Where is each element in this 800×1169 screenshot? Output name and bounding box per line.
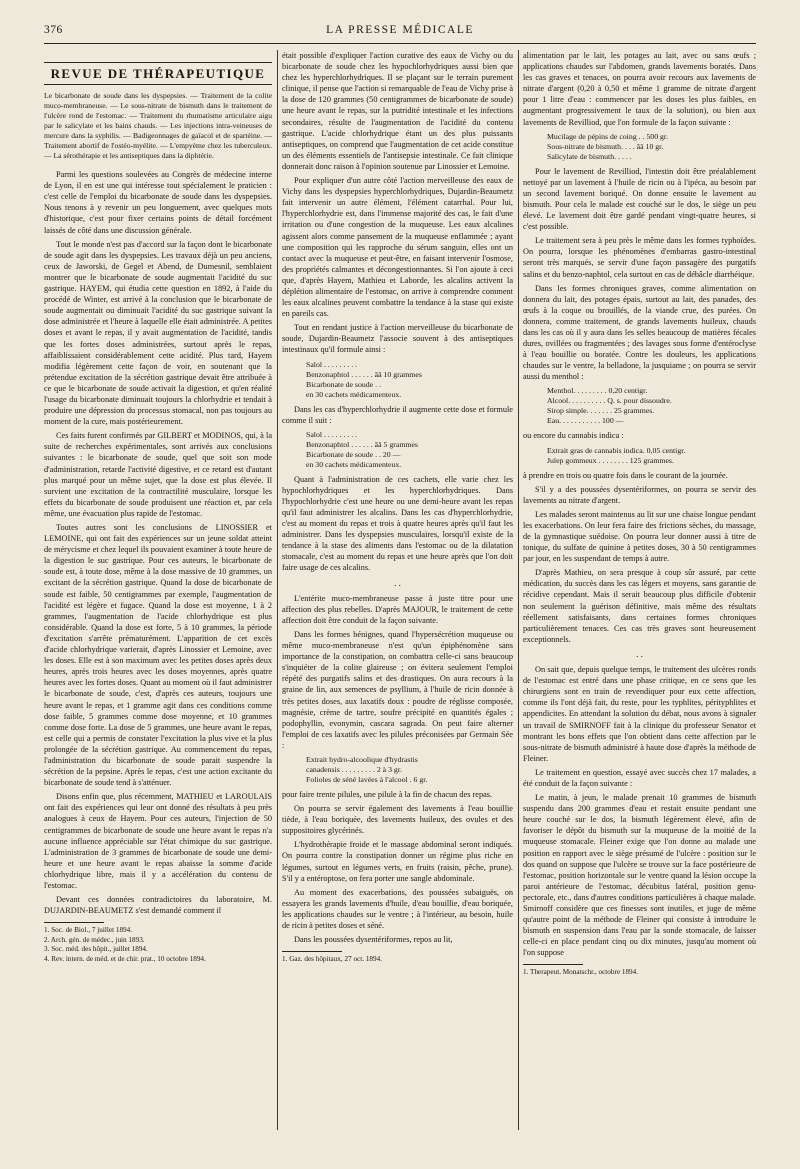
page-number: 376 bbox=[44, 24, 63, 36]
footnote-rule bbox=[523, 964, 583, 965]
column-3 bbox=[523, 50, 756, 1130]
formula-row: Julep gommeux . . . . . . . . 125 grammes. bbox=[547, 455, 674, 465]
paragraph: Le traitement en question, essayé avec succès chez 17 malades, a été conduit de la façon suivante : bbox=[523, 767, 756, 788]
paragraph: Le matin, à jeun, le malade prenait 10 grammes de bismuth suspendu dans 200 grammes d'eau et restait ensuite pendant une heure couché sur le dos, la bismuth légèrement élevé, afin de favoriser le dépôt du bismuth sur la muqueuse de la moitié de la muqueuse stomacale. Fleiner exige que l'on donne au malade une position en rapport avec le siège présumé de l'ulcère : position sur le dos quand on suppose que l'ulcère se trouve sur la face postérieure de l'estomac, position horizontale sur le ventre quand la lésion occupe la paroi antérieure de l'estomac, décubitus latéral, position genu-pectorale, etc., dans d'autres conditions particulières à chaque malade. Smirnoff considère que ces finesses sont inutiles, et juge de même qu'autre point de la méthode de Fleiner qui consiste à introduire le bismuth en suspension dans l'eau par la sonde stomacale, de laisser celle-ci en place pendant cinq ou dix minutes, jusqu'au moment où l'on suppose bbox=[523, 793, 756, 958]
paragraph: Le traitement sera à peu près le même dans les formes typhoïdes. On pourra, lorsque les phénomènes d'embarras gastro-intestinal seront très marqués, se servir d'une façon passagère des purgatifs salins et du benzo-naphtol, cela surtout en cas de débâcle diarrhéique. bbox=[523, 236, 756, 279]
formula-dose: 0,05 centigr. bbox=[646, 445, 686, 455]
formula-dose: 100 — bbox=[602, 416, 624, 426]
paragraph: Ces faits furent confirmés par GILBERT et MODINOS, qui, à la suite de recherches expérimentales, sont arrivés aux conclusions suivantes : le bicarbonate de soude, quel que soit son mode d'administration, retarde l'activité digestive, et ce retard est d'autant plus marqué pour un même sujet, que la dose est plus élevée. Il survient une excitation de la contractilité musculaire, lorsque les effets du bicarbonate de soude produisent une réaction et, par cela même, une évacuation plus rapide de l'estomac. bbox=[44, 431, 272, 518]
formula-dose: ââ 10 grammes bbox=[374, 369, 422, 379]
paragraph: Disons enfin que, plus récemment, MATHIEU et LAROULAIS ont fait des expériences qui leur ont donné des résultats à peu près analogues à ceux de Hayem. Pour ces auteurs, l'injection de 50 centigrammes de bicarbonate de soude une heure avant le repas n'a aucune influence appréciable sur l'état chimique du suc gastrique. L'administration de 3 grammes de bicarbonate de soude une demi-heure et une heure avant le repas abaisse la somme d'acide chlorhydrique libre, mais il y a accélération du contenu de l'estomac. bbox=[44, 792, 272, 890]
paragraph: Quant à l'administration de ces cachets, elle varie chez les hypochlorhydriques et les hyperchlorhydriques. Dans l'hypochlorhydrie c'est une heure ou une demi-heure avant les repas qu'il faut administrer les alcalins. Dans les cas d'hyperchlorhydrie, c'est au moment du repas et trois à quatre heures après qu'il faut les administrer. Dans les dyspepsies musculaires, lorsqu'il existe de la tendance à la stase des aliments dans l'estomac ou de la dilatation stomacale, c'est au moment du repas et une heure après que l'on doit faire usage de ces alcalins. bbox=[282, 474, 513, 573]
formula-dose: 500 gr. bbox=[646, 131, 669, 141]
section-title: REVUE DE THÉRAPEUTIQUE bbox=[44, 62, 272, 85]
formula-dose: 20 — bbox=[382, 449, 401, 459]
formula-row: Salol . . . . . . . . . bbox=[306, 429, 358, 439]
paragraph: Pour expliquer d'un autre côté l'action merveilleuse des eaux de Vichy dans les dyspepsies hyperchlorhydriques, Dujardin-Beaumetz fait intervenir un autre élément, l'élément catarrhal. Pour lui, l'hyperchlorhydrie est, dans l'immense majorité des cas, le fait d'une irritation ou d'une congestion de la muqueuse. Les eaux alcalines agissent alors comme pansement de la muqueuse enflammée ; ayant une composition qui les rapproche du sérum sanguin, elles ont un contact avec la muqueuse et peut-être, en faisant intervenir l'osmose, des propriétés calmantes et décongestionnantes. Si l'on ajoute à ceci que, d'après Hayem, Mathieu et Laborde, les alcalins activent la déplétion alimentaire de l'estomac, on arrive à comprendre comment les eaux alcalines peuvent combattre la tendance à la stase qui existe en pareils cas. bbox=[282, 176, 513, 319]
paragraph: L'entérite muco-membraneuse passe à juste titre pour une affection des plus rebelles. D'après MAJOUR, le traitement de cette affection doit être conduit de la façon suivante. bbox=[282, 593, 513, 625]
paragraph: Parmi les questions soulevées au Congrès de médecine interne de Lyon, il en est une qui intéresse tout spécialement le praticien : c'est celle de l'emploi du bicarbonate de soude dans les dyspepsies. Nous tenons à y revenir un peu longuement, avec quelques mots d'historique, c'est pour fixer certains points de détail forcément laissés de côté dans une discussion générale. bbox=[44, 170, 272, 235]
paragraph: à prendre en trois ou quatre fois dans le courant de la journée. bbox=[523, 470, 728, 480]
formula-dose: 125 grammes. bbox=[629, 455, 674, 465]
footnote: 1. Soc. de Biol., 7 juillet 1894. bbox=[44, 926, 133, 935]
formula-dose: 25 grammes. bbox=[613, 406, 655, 416]
footnote: 1. Gaz. des hôpitaux, 27 oct. 1894. bbox=[282, 955, 383, 964]
formula-row: canadensis . . . . . . . . . 2 à 3 gr. bbox=[306, 764, 402, 774]
paragraph: était possible d'expliquer l'action curative des eaux de Vichy ou du bicarbonate de soude chez les hypochlorhydriques aussi bien que chez les hyperchlorhydriques. Il se plaçant sur le terrain purement clinique, il pense que l'action si remarquable de l'eau de Vichy prise à la dose de 120 grammes (50 centigrammes de bicarbonate de soude) une heure avant le repas, sur la putridité intestinale et les infections secondaires, résulte de l'augmentation de l'acidité du contenu gastrique. L'acide chlorhydrique étant un des plus puissants antiseptiques, on comprend que l'augmentation de cet acide constitue un des éléments essentiels de l'antisepsie intestinale. Ce fait clinique donnerait donc raison à l'opinion soutenue par Linossier et Lemoine. bbox=[282, 51, 513, 171]
formula-row: Salol . . . . . . . . . bbox=[306, 359, 358, 369]
formula-row: Salicylate de bismuth. . . . . bbox=[547, 151, 632, 161]
journal-title: LA PRESSE MÉDICALE bbox=[326, 24, 474, 36]
column-divider bbox=[277, 50, 278, 1130]
paragraph: ou encore du cannabis indica : bbox=[523, 431, 624, 441]
prescription-formula bbox=[547, 386, 756, 426]
footnote: 4. Rev. intern. de méd. et de chir. prat., 10 octobre 1894. bbox=[44, 954, 206, 963]
column-2 bbox=[282, 50, 513, 1130]
header-rule bbox=[44, 43, 756, 44]
formula-row: Mucilage de pépins de coing . . 500 gr. bbox=[547, 131, 669, 141]
formula-row: Eau. . . . . . . . . . . 100 — bbox=[547, 416, 624, 426]
paragraph: Dans les formes chroniques graves, comme alimentation on donnera du lait, des potages épais, surtout au lait, des panades, des œufs à la coque ou brouillés, de la viande crue, des purées. On donnera, comme traitement, de grands lavements huileux, chauds dans les cas où il y aura dans les selles beaucoup de matières fécales dures, ovillées ou fragmentées ; des lavages sous forme d'entéroclyse à l'eau bouillie ou boratée. Contre les douleurs, les applications chaudes sur le ventre, la belladone, la jusquiame ; on pourra se servir aussi du menthol : bbox=[523, 283, 756, 382]
formula-row: Bicarbonate de soude . . bbox=[306, 379, 381, 389]
column-1 bbox=[44, 50, 272, 1130]
paragraph: On pourra se servir également des lavements à l'eau bouillie tiède, à l'eau boriquée, des lavements huileux, des ovules et des suppositoires glycérinés. bbox=[282, 804, 513, 836]
formula-dose: Q. s. pour dissoudre. bbox=[607, 396, 672, 406]
column-divider bbox=[518, 50, 519, 1130]
footnote-rule bbox=[44, 922, 104, 923]
formula-row: Bicarbonate de soude . . 20 — bbox=[306, 449, 401, 459]
footnote: 2. Arch. gén. de médec., juin 1893. bbox=[44, 935, 145, 944]
section-separator: . . bbox=[394, 577, 401, 588]
paragraph: Les malades seront maintenus au lit sur une chaise longue pendant les exacerbations. On leur fera faire des frictions sèches, du massage, de la gymnastique suédoise. On pourra leur donner aussi à titre de tonique, du sulfate de quinine à petites doses, 30 à 50 centigrammes par jour, en les suspendant de temps à autre. bbox=[523, 509, 756, 564]
paragraph: D'après Mathieu, on sera presque à coup sûr assuré, par cette médication, du succès dans les cas légers et moyens, sans garantie de récidive cependant. Mais il serait beaucoup plus difficile d'obtenir non seulement la guérison définitive, mais même des résultats réellement satisfaisants, dans certaines formes chroniques particulièrement tenaces. Ces cas très graves sont heureusement exceptionnels. bbox=[523, 568, 756, 644]
formula-row: Alcool. . . . . . . . . . Q. s. pour dissoudre. bbox=[547, 396, 672, 406]
prescription-formula bbox=[547, 446, 756, 466]
formula-note: en 30 cachets médicamenteux. bbox=[306, 459, 402, 469]
footnote-rule bbox=[282, 951, 342, 952]
paragraph: S'il y a des poussées dysentériformes, on pourra se servir des lavements au nitrate d'argent. bbox=[523, 484, 756, 505]
formula-dose: 6 gr. bbox=[413, 774, 428, 784]
formula-row: Extrait hydro-alcoolique d'hydrastis bbox=[306, 754, 418, 764]
formula-row: Sous-nitrate de bismuth. . . . ââ 10 gr. bbox=[547, 141, 664, 151]
section-abstract: Le bicarbonate de soude dans les dyspepsies. — Traitement de la colite muco-membraneuse. — Le sous-nitrate de bismuth dans le traitement de l'ulcère rond de l'estomac. — Traitement du rhumatisme articulaire aigu par le salicylate et les bains chauds. — Les injections intra-veineuses de mercure dans la syphilis. — Badigeonnages de gaïacol et de spartéine. — Traitement abortif de l'ostéo-myélite. — L'empyème chez les tuberculeux. — La sérothérapie et les antiseptiques dans la diphtérie. bbox=[44, 91, 272, 161]
paragraph: alimentation par le lait, les potages au lait, avec ou sans œufs ; applications chaudes sur l'abdomen, grands lavements boratés. Dans les cas graves et tenaces, on pourra avoir recours aux lavements de nitrate d'argent (0,20 à 0,50 et même 1 gramme de nitrate d'argent pour 1 litre d'eau : commencer par les doses les plus faibles, en augmentant progressivement le taux de la solution), ou bien aux lavements de Revilliod, que l'on formule de la façon suivante : bbox=[523, 51, 756, 127]
footnote: 1. Therapeut. Monatschr., octobre 1894. bbox=[523, 968, 639, 977]
formula-row: Sirop simple. . . . . . . 25 grammes. bbox=[547, 406, 655, 416]
paragraph: Dans les cas d'hyperchlorhydrie il augmente cette dose et formule comme il suit : bbox=[282, 404, 513, 425]
footnote: 3. Soc. méd. des hôpit., juillet 1894. bbox=[44, 945, 148, 954]
formula-row: Benzonaphtol . . . . . . ââ 5 grammes bbox=[306, 439, 418, 449]
paragraph: L'hydrothérapie froide et le massage abdominal seront indiqués. On pourra contre la constipation donner un régime plus riche en légumes, surtout en légumes verts, en fruits (raisin, pêche, prune). S'il y a entéroptose, on fera porter une sangle abdominale. bbox=[282, 840, 513, 883]
section-separator: . . bbox=[636, 648, 643, 659]
paragraph: Tout le monde n'est pas d'accord sur la façon dont le bicarbonate de soude agit dans les dyspepsies. Les travaux déjà un peu anciens, ceux de Jaworski, de Gegel et Abend, de Dumesnil, semblaient montrer que le bicarbonate de soude augmentait l'acidité du suc gastrique. HAYEM, qui étudia cette question en 1892, à l'aide du procédé de Winter, est arrivé à la conclusion que le bicarbonate de soude augmentait ou diminuait l'acidité du suc gastrique suivant la dose administrée et l'heure à laquelle elle était administrée. A petites doses et avant le repas, il y avait augmentation de l'acidité, tandis que les fortes doses administrées, surtout après le repas, affaiblissaient considérablement cette acidité. Plus tard, Hayem modifia légèrement cette façon de voir, en soutenant que la prétendue excitation de la sécrétion gastrique devait être attribuée à ce que le bicarbonate de soude activait la digestion, et qu'en réalité l'usage du bicarbonate diminuait toujours la chlorhydrie et tendait à produire une dépression du processus stomacal, non pas toujours au moment de la cure, mais postérieurement. bbox=[44, 239, 272, 427]
paragraph: Au moment des exacerbations, des poussées subaiguës, on essayera les grands lavements d'huile, d'eau bouillie, d'eau boriquée, les applications chaudes sur le ventre ; à l'intérieur, au besoin, huile de ricin à petites doses et séné. bbox=[282, 887, 513, 930]
formula-dose: ââ 5 grammes bbox=[374, 439, 418, 449]
paragraph: Toutes autres sont les conclusions de LINOSSIER et LEMOINE, qui ont fait des expériences sur un jeune soldat atteint de mérycisme et chez lequel ils pouvaient examiner à toute heure de la digestion le suc gastrique. Pour ces auteurs, le bicarbonate de soude est, à toute dose, même à la dose massive de 10 grammes, un excitant de la sécrétion gastrique. Quand la dose de bicarbonate de soude est faible, 50 centigrammes par exemple, l'augmentation de l'acidité est légère et fugace. Quand la dose est moyenne, 1 à 2 grammes, l'augmentation de l'acide chlorhydrique est plus considérable. Quand la dose est forte, 5 à 10 grammes, la période d'excitation s'arrête prématurément. L'apparition de cet excès d'acide chlorhydrique varierait, d'après Linossier et Lemoine, avec les doses. Elle est à son maximum avec les petites doses après deux heures, après trois heures avec les doses moyennes, après quatre heures avec les fortes doses. Quant au moment où il faut administrer le bicarbonate de soude, c'est, d'après ces auteurs, toujours une heure avant le repas, et 1 gramme agit dans ces conditions comme dose faible, 5 grammes comme dose moyenne, et 10 grammes comme dose forte. La dose de 5 grammes, une heure avant le repas, est celle qui a permis de constater l'excitation la plus vive et la plus prolongée de la sécrétion gastrique. Au commencement du repas, l'administration du bicarbonate de soude parait suspendre la sécrétion de la pepsine. Après le repas, c'est une action excitante du bicarbonate de soude tend à s'atténuer. bbox=[44, 523, 272, 788]
page-header bbox=[44, 24, 756, 42]
paragraph: Tout en rendant justice à l'action merveilleuse du bicarbonate de soude, Dujardin-Beaumetz l'associe souvent à des antiseptiques intestinaux qu'il formule ainsi : bbox=[282, 323, 513, 355]
formula-note: en 30 cachets médicamenteux. bbox=[306, 389, 402, 399]
formula-row: Extrait gras de cannabis indica. 0,05 centigr. bbox=[547, 445, 686, 455]
formula-dose: 0,20 centigr. bbox=[608, 386, 648, 396]
formula-dose: ââ 10 gr. bbox=[636, 141, 664, 151]
formula-row: Menthol. . . . . . . . . 0,20 centigr. bbox=[547, 386, 648, 396]
paragraph: Pour le lavement de Revilliod, l'intestin doit être préalablement nettoyé par un lavement à l'huile de ricin ou à l'ipéca, au besoin par un second lavement boriqué. On donne ensuite le lavement au bismuth. Pour cela le malade est couché sur le dos, le siège un peu élevé. Le lavement doit être gardé pendant vingt-quatre heures, si c'est possible. bbox=[523, 166, 756, 232]
prescription-formula bbox=[306, 360, 513, 400]
paragraph: Devant ces données contradictoires du laboratoire, M. DUJARDIN-BEAUMETZ s'est demandé comment il bbox=[44, 895, 272, 916]
formula-dose: 2 à 3 gr. bbox=[376, 764, 402, 774]
formula-row: Benzonaphtol . . . . . . ââ 10 grammes bbox=[306, 369, 422, 379]
prescription-formula bbox=[547, 132, 756, 162]
paragraph: On sait que, depuis quelque temps, le traitement des ulcères ronds de l'estomac est entré dans une phase critique, en ce sens que les chirurgiens sont en train de revendiquer pour eux cette affection, comme ils l'ont déjà fait, du reste, pour les typhlites, pérityphlites et appendicites. En attendant la solution du débat, nous avons à signaler un travail de SMIRNOFF fait à la clinique du professeur Senator et montrant les bons effets que l'on obtient dans cette affection par le sous-nitrate de bismuth administré à haute dose d'après la méthode de Fleiner. bbox=[523, 665, 756, 763]
paragraph: pour faire trente pilules, une pilule à la fin de chacun des repas. bbox=[282, 789, 493, 799]
formula-row: Folioles de séné lavées à l'alcool . 6 gr. bbox=[306, 774, 428, 784]
paragraph: Dans les formes bénignes, quand l'hypersécrétion muqueuse ou même muco-membraneuse n'est qu'un épiphénomène sans importance de la constipation, on combattra celle-ci sans beaucoup s'inquiéter de la colite glaireuse ; on évitera seulement l'emploi répété des purgatifs salins et des drastiques. On aura recours à la graine de lin, aux semences de psyllium, à l'huile de ricin donnée à très petites doses, aux laxatifs doux : poudre de réglisse composée, magnésie, crème de tartre, soufre précipité en quantités égales ; podophyllin, evonymin, cascara sagrada. On peut faire alterner l'emploi de ces laxatifs avec les pilules préconisées par Germain Sée : bbox=[282, 629, 513, 750]
prescription-formula bbox=[306, 430, 513, 470]
prescription-formula bbox=[306, 755, 513, 785]
paragraph: Dans les poussées dysentériformes, repos au lit, bbox=[294, 935, 453, 945]
